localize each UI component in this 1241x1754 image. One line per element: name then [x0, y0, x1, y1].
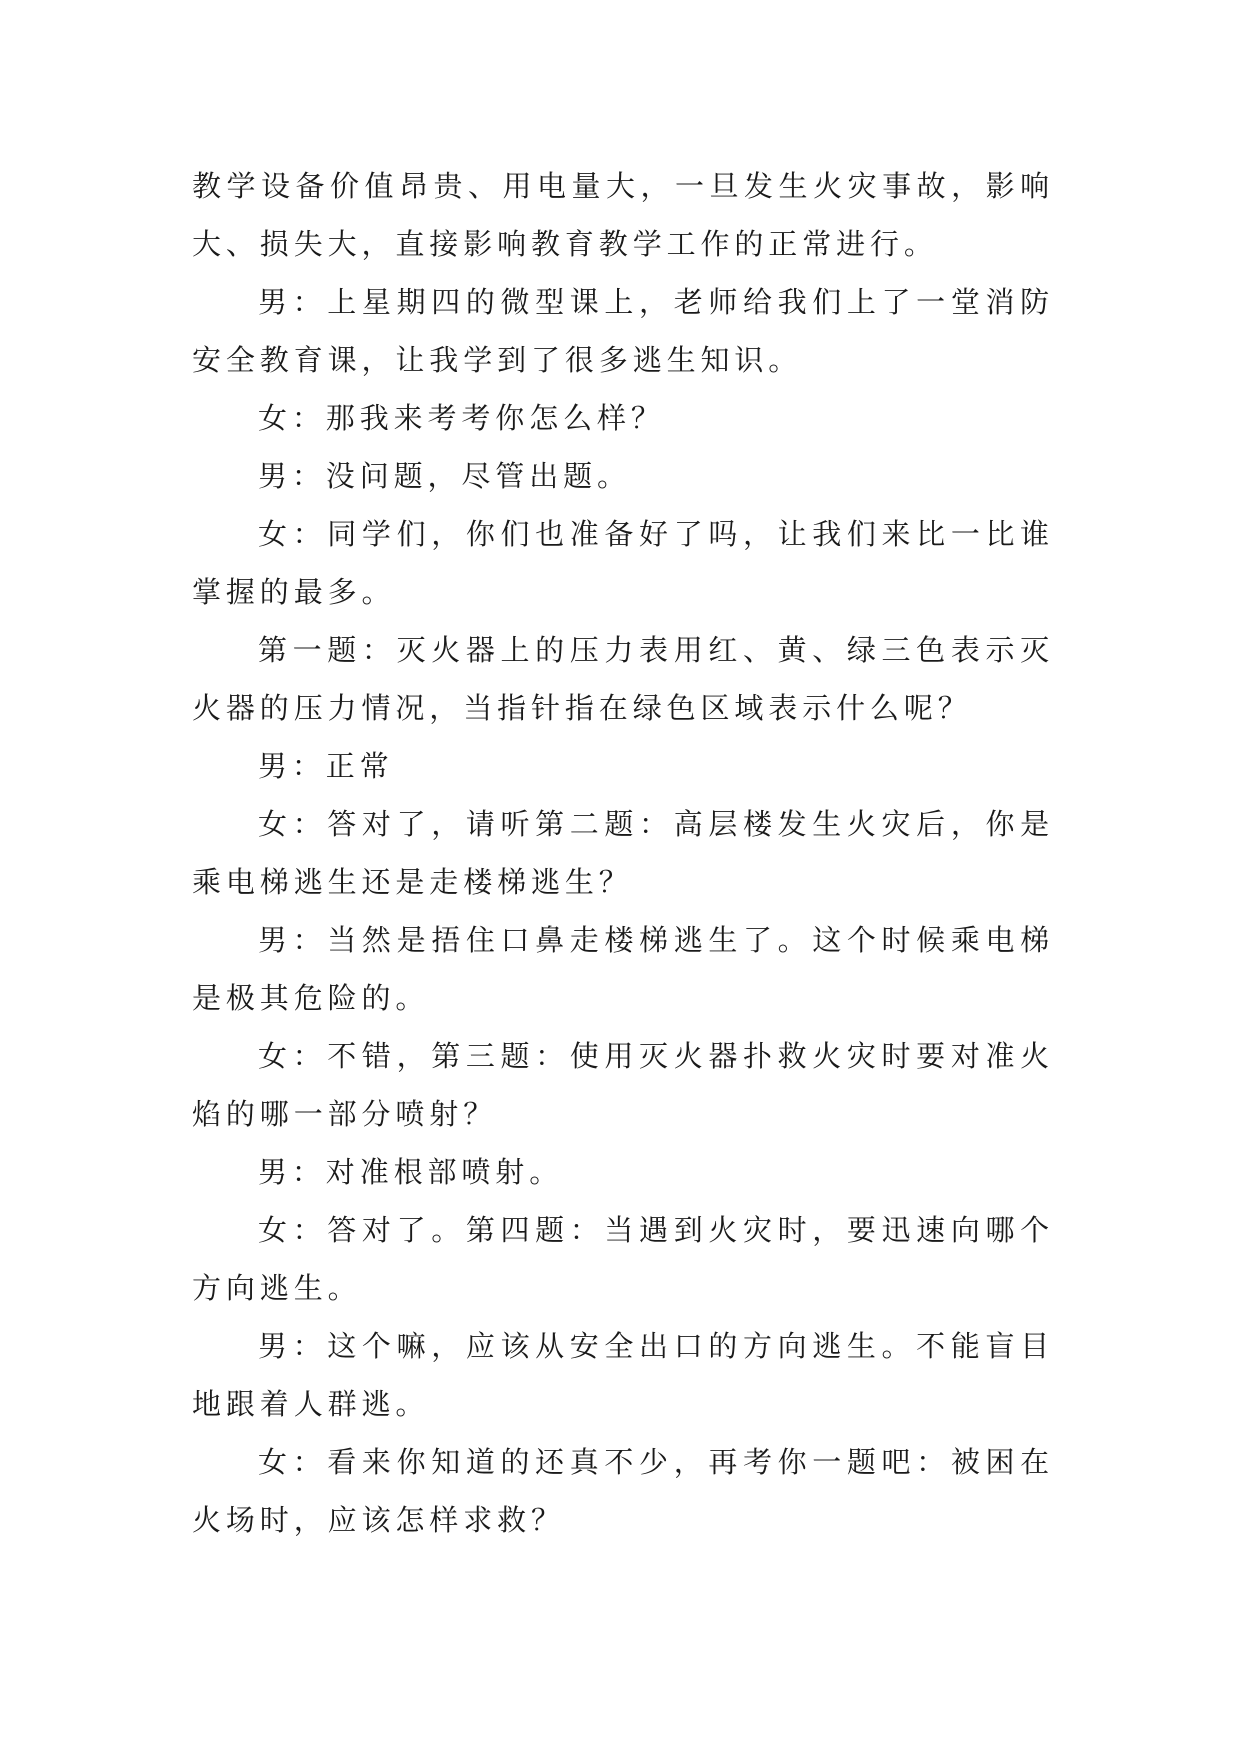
paragraph: 女：答对了，请听第二题：高层楼发生火灾后，你是乘电梯逃生还是走楼梯逃生？ [192, 807, 1054, 899]
paragraph: 男：正常 [258, 749, 394, 783]
paragraph: 男：上星期四的微型课上，老师给我们上了一堂消防安全教育课，让我学到了很多逃生知识。 [192, 285, 1054, 377]
paragraph: 男：对准根部喷射。 [258, 1155, 564, 1189]
paragraph: 女：不错，第三题：使用灭火器扑救火灾时要对准火焰的哪一部分喷射？ [192, 1039, 1054, 1131]
paragraph: 男：没问题，尽管出题。 [258, 459, 631, 493]
paragraph: 教学设备价值昂贵、用电量大，一旦发生火灾事故，影响大、损失大，直接影响教育教学工作的正常进行。 [192, 169, 1054, 261]
paragraph: 女：看来你知道的还真不少，再考你一题吧：被困在火场时，应该怎样求救？ [192, 1445, 1054, 1537]
paragraph: 女：同学们，你们也准备好了吗，让我们来比一比谁掌握的最多。 [192, 517, 1054, 609]
paragraph: 女：答对了。第四题：当遇到火灾时，要迅速向哪个方向逃生。 [192, 1213, 1054, 1305]
paragraph: 第一题：灭火器上的压力表用红、黄、绿三色表示灭火器的压力情况，当指针指在绿色区域表示什么呢？ [192, 633, 1054, 725]
paragraph: 男：这个嘛，应该从安全出口的方向逃生。不能盲目地跟着人群逃。 [192, 1329, 1054, 1421]
document-body [192, 157, 1054, 1549]
paragraph: 男：当然是捂住口鼻走楼梯逃生了。这个时候乘电梯是极其危险的。 [192, 923, 1054, 1015]
paragraph: 女：那我来考考你怎么样？ [258, 401, 665, 435]
